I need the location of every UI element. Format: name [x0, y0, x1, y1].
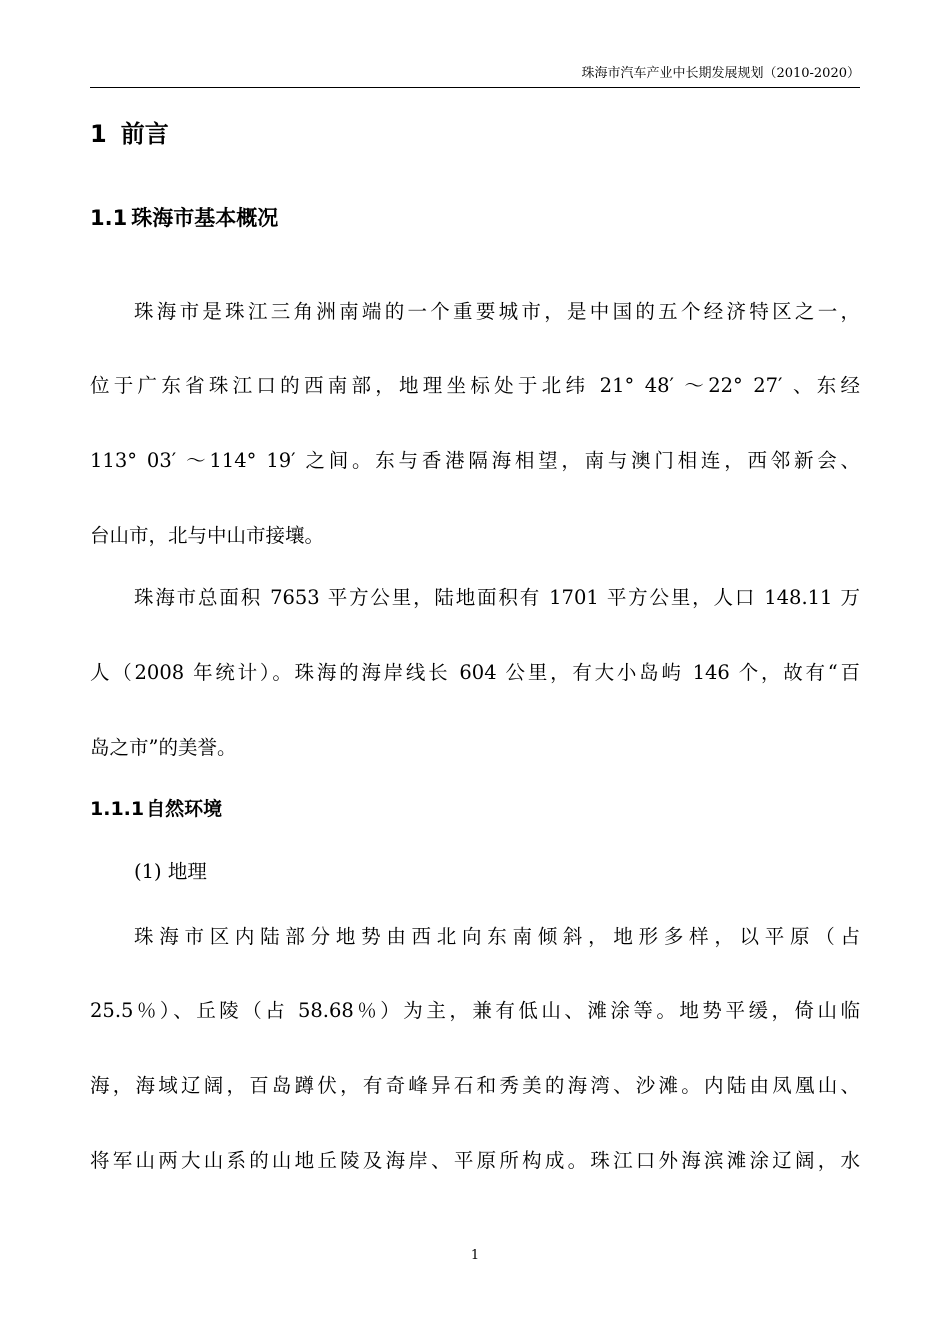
section-title: 自然环境	[146, 798, 223, 820]
page-number: 1	[470, 1248, 480, 1263]
section-number: 1	[90, 120, 107, 148]
section-number: 1.1	[90, 206, 128, 230]
section-heading-1	[90, 118, 169, 150]
paragraph-line: 台山市，北与中山市接壤。	[90, 524, 325, 547]
section-heading-1-1	[90, 203, 278, 233]
paragraph-line: 位于广东省珠江口的西南部，地理坐标处于北纬 21° 48′ ～22° 27′ 、东经	[90, 374, 860, 397]
section-title: 珠海市基本概况	[131, 206, 279, 230]
paragraph-line: 珠海市区内陆部分地势由西北向东南倾斜，地形多样，以平原（占	[134, 925, 860, 948]
section-title: 前言	[120, 120, 169, 148]
paragraph-line: 海，海域辽阔，百岛蹲伏，有奇峰异石和秀美的海湾、沙滩。内陆由凤凰山、	[90, 1074, 860, 1097]
paragraph-line: 113° 03′ ～114° 19′ 之间。东与香港隔海相望，南与澳门相连，西邻新会、	[90, 449, 860, 472]
paragraph-line: 珠海市总面积 7653 平方公里，陆地面积有 1701 平方公里，人口 148.11 万	[134, 586, 860, 609]
section-number: 1.1.1	[90, 798, 145, 820]
header-rule	[90, 87, 860, 88]
paragraph-line: 岛之市”的美誉。	[90, 736, 237, 759]
subsection-item: (1) 地理	[134, 860, 207, 883]
paragraph-line: 25.5％）、丘陵（占 58.68％）为主，兼有低山、滩涂等。地势平缓，倚山临	[90, 999, 860, 1022]
section-heading-1-1-1	[90, 795, 222, 823]
paragraph-line: 将军山两大山系的山地丘陵及海岸、平原所构成。珠江口外海滨滩涂辽阔，水	[90, 1149, 860, 1172]
paragraph-line: 珠海市是珠江三角洲南端的一个重要城市，是中国的五个经济特区之一，	[134, 300, 860, 323]
running-header: 珠海市汽车产业中长期发展规划（2010-2020）	[581, 66, 860, 81]
paragraph-line: 人（2008 年统计）。珠海的海岸线长 604 公里，有大小岛屿 146 个，故有“百	[90, 661, 860, 684]
